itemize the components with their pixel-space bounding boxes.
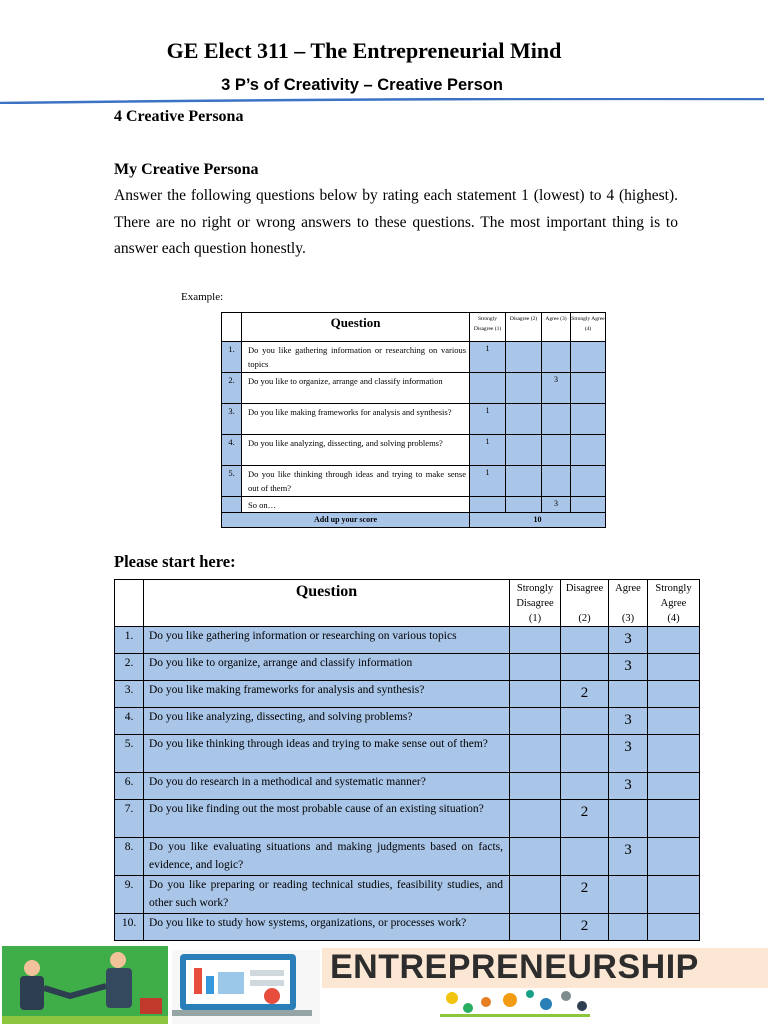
rating-cell xyxy=(648,800,700,838)
rating-cell xyxy=(648,627,700,654)
header-disagree xyxy=(561,580,609,627)
row-number: 6. xyxy=(115,773,144,800)
header-strongly-agree-scale: (4) xyxy=(667,613,680,624)
row-question: Do you like thinking through ideas and trying to make sense out of them? xyxy=(144,735,510,773)
row-question: Do you like making frameworks for analysis and synthesis? xyxy=(144,681,510,708)
example-rating-cell xyxy=(542,342,571,373)
header-question: Question xyxy=(144,580,510,627)
rating-table-row xyxy=(115,876,700,914)
example-rating-cell xyxy=(542,466,571,497)
row-number: 1. xyxy=(115,627,144,654)
row-number: 4. xyxy=(115,708,144,735)
row-question: Do you like evaluating situations and making judgments based on facts, evidence, and logic? xyxy=(144,838,510,876)
example-rating-cell: 1 xyxy=(470,342,506,373)
example-table-row xyxy=(222,342,606,373)
my-persona-title: My Creative Persona xyxy=(114,161,259,178)
rating-cell xyxy=(561,773,609,800)
example-row-question: Do you like making frameworks for analysis and synthesis? xyxy=(242,404,470,435)
header-strongly-disagree xyxy=(510,580,561,627)
example-total-label: Add up your score xyxy=(222,513,470,528)
start-here-label: Please start here: xyxy=(114,552,236,571)
rating-cell: 2 xyxy=(561,800,609,838)
header-number xyxy=(115,580,144,627)
example-rating-cell xyxy=(506,373,542,404)
header-strongly-agree-line1: Strongly xyxy=(655,583,692,594)
header-agree-line1: Agree xyxy=(615,583,641,594)
example-header-agree: Agree (3) xyxy=(542,313,571,342)
example-table-row xyxy=(222,435,606,466)
example-rating-cell: 1 xyxy=(470,435,506,466)
rating-cell xyxy=(609,914,648,941)
example-rating-cell xyxy=(571,342,606,373)
example-rating-cell xyxy=(506,466,542,497)
row-question: Do you like finding out the most probable cause of an existing situation? xyxy=(144,800,510,838)
example-rating-cell xyxy=(571,497,606,513)
header-strongly-disagree-scale: (1) xyxy=(528,613,542,624)
example-header-number xyxy=(222,313,242,342)
rating-cell: 3 xyxy=(609,773,648,800)
rating-cell xyxy=(561,627,609,654)
instructions-paragraph: Answer the following questions below by rating each statement 1 (lowest) to 4 (highest). There are no right or wrong answers to these questions. The most important thing is to answer each question honestly. xyxy=(114,187,678,257)
example-header-disagree: Disagree (2) xyxy=(506,313,542,342)
rating-cell xyxy=(648,735,700,773)
rating-cell xyxy=(648,708,700,735)
rating-cell xyxy=(561,654,609,681)
header-strongly-agree xyxy=(648,580,700,627)
rating-cell: 3 xyxy=(609,838,648,876)
example-row-number: 1. xyxy=(222,342,242,373)
example-rating-cell xyxy=(506,497,542,513)
rating-cell xyxy=(510,838,561,876)
rating-cell xyxy=(510,735,561,773)
example-row-question: Do you like analyzing, dissecting, and solving problems? xyxy=(242,435,470,466)
example-table-row xyxy=(222,404,606,435)
rating-table-row xyxy=(115,735,700,773)
rating-cell xyxy=(648,914,700,941)
example-rating-cell xyxy=(571,466,606,497)
example-row-question: Do you like to organize, arrange and classify information xyxy=(242,373,470,404)
rating-cell xyxy=(510,681,561,708)
header-disagree-scale: (2) xyxy=(578,613,591,624)
rating-cell xyxy=(648,773,700,800)
header-disagree-line1: Disagree xyxy=(565,583,604,594)
example-row-question: Do you like thinking through ideas and trying to make sense out of them? xyxy=(242,466,470,497)
row-number: 8. xyxy=(115,838,144,876)
example-row-question: So on… xyxy=(242,497,470,513)
row-question: Do you like gathering information or researching on various topics xyxy=(144,627,510,654)
rating-table-row xyxy=(115,681,700,708)
row-number: 2. xyxy=(115,654,144,681)
example-rating-cell: 3 xyxy=(542,497,571,513)
example-total-value: 10 xyxy=(470,513,606,528)
row-number: 7. xyxy=(115,800,144,838)
rating-cell xyxy=(561,838,609,876)
rating-table-row xyxy=(115,708,700,735)
rating-cell: 3 xyxy=(609,654,648,681)
example-header-question: Question xyxy=(242,313,470,342)
example-header-strongly-disagree: Strongly Disagree (1) xyxy=(470,313,506,342)
example-table-row xyxy=(222,373,606,404)
rating-cell xyxy=(510,800,561,838)
example-row-question: Do you like gathering information or researching on various topics xyxy=(242,342,470,373)
example-row-number xyxy=(222,497,242,513)
example-table-row xyxy=(222,497,606,513)
rating-table-row xyxy=(115,838,700,876)
rating-cell: 3 xyxy=(609,735,648,773)
rating-cell xyxy=(510,914,561,941)
example-rating-cell xyxy=(542,404,571,435)
example-total-row xyxy=(222,513,606,528)
example-rating-cell: 3 xyxy=(542,373,571,404)
rating-cell xyxy=(510,627,561,654)
row-question: Do you like to organize, arrange and classify information xyxy=(144,654,510,681)
section-title: 4 Creative Persona xyxy=(114,108,244,125)
rating-cell: 3 xyxy=(609,708,648,735)
rating-table-row xyxy=(115,800,700,838)
row-question: Do you like preparing or reading technical studies, feasibility studies, and other such work? xyxy=(144,876,510,914)
rating-table xyxy=(114,579,700,941)
rating-cell xyxy=(648,838,700,876)
rating-cell xyxy=(561,708,609,735)
rating-cell xyxy=(648,654,700,681)
example-row-number: 2. xyxy=(222,373,242,404)
rating-table-row xyxy=(115,654,700,681)
rating-cell xyxy=(510,876,561,914)
example-rating-cell xyxy=(506,342,542,373)
rating-cell xyxy=(609,681,648,708)
header-divider xyxy=(0,98,764,104)
header-strongly-agree-line2: Agree xyxy=(660,598,687,609)
row-question: Do you like analyzing, dissecting, and solving problems? xyxy=(144,708,510,735)
rating-cell xyxy=(510,708,561,735)
rating-cell: 2 xyxy=(561,914,609,941)
rating-cell xyxy=(648,876,700,914)
example-rating-cell xyxy=(542,435,571,466)
row-question: Do you do research in a methodical and systematic manner? xyxy=(144,773,510,800)
row-number: 5. xyxy=(115,735,144,773)
rating-cell xyxy=(609,876,648,914)
row-number: 10. xyxy=(115,914,144,941)
rating-cell xyxy=(561,735,609,773)
example-table-row xyxy=(222,466,606,497)
rating-cell: 2 xyxy=(561,681,609,708)
header-agree xyxy=(609,580,648,627)
example-rating-cell xyxy=(571,373,606,404)
row-number: 9. xyxy=(115,876,144,914)
example-rating-cell xyxy=(571,435,606,466)
rating-cell xyxy=(609,800,648,838)
rating-cell xyxy=(510,654,561,681)
header-strongly-disagree-line2: Disagree xyxy=(516,598,554,609)
example-rating-cell xyxy=(506,435,542,466)
rating-cell: 2 xyxy=(561,876,609,914)
example-table xyxy=(221,312,606,528)
example-row-number: 3. xyxy=(222,404,242,435)
rating-cell xyxy=(510,773,561,800)
example-rating-cell xyxy=(506,404,542,435)
example-label: Example: xyxy=(181,291,224,303)
example-rating-cell xyxy=(470,497,506,513)
example-header-strongly-agree: Strongly Agree (4) xyxy=(571,313,606,342)
rating-cell: 3 xyxy=(609,627,648,654)
rating-table-row xyxy=(115,627,700,654)
example-rating-cell xyxy=(571,404,606,435)
row-number: 3. xyxy=(115,681,144,708)
example-row-number: 5. xyxy=(222,466,242,497)
rating-table-row xyxy=(115,773,700,800)
document-title: GE Elect 311 – The Entrepreneurial Mind xyxy=(166,38,562,63)
example-rating-cell xyxy=(470,373,506,404)
example-rating-cell: 1 xyxy=(470,466,506,497)
rating-cell xyxy=(648,681,700,708)
document-subtitle: 3 P’s of Creativity – Creative Person xyxy=(221,76,503,94)
banner-entrepreneurship-text: ENTREPRENEURSHIP xyxy=(330,948,699,986)
header-strongly-disagree-line1: Strongly xyxy=(516,583,554,594)
example-rating-cell: 1 xyxy=(470,404,506,435)
header-agree-scale: (3) xyxy=(621,613,635,624)
rating-table-row xyxy=(115,914,700,941)
row-question: Do you like to study how systems, organizations, or processes work? xyxy=(144,914,510,941)
example-row-number: 4. xyxy=(222,435,242,466)
